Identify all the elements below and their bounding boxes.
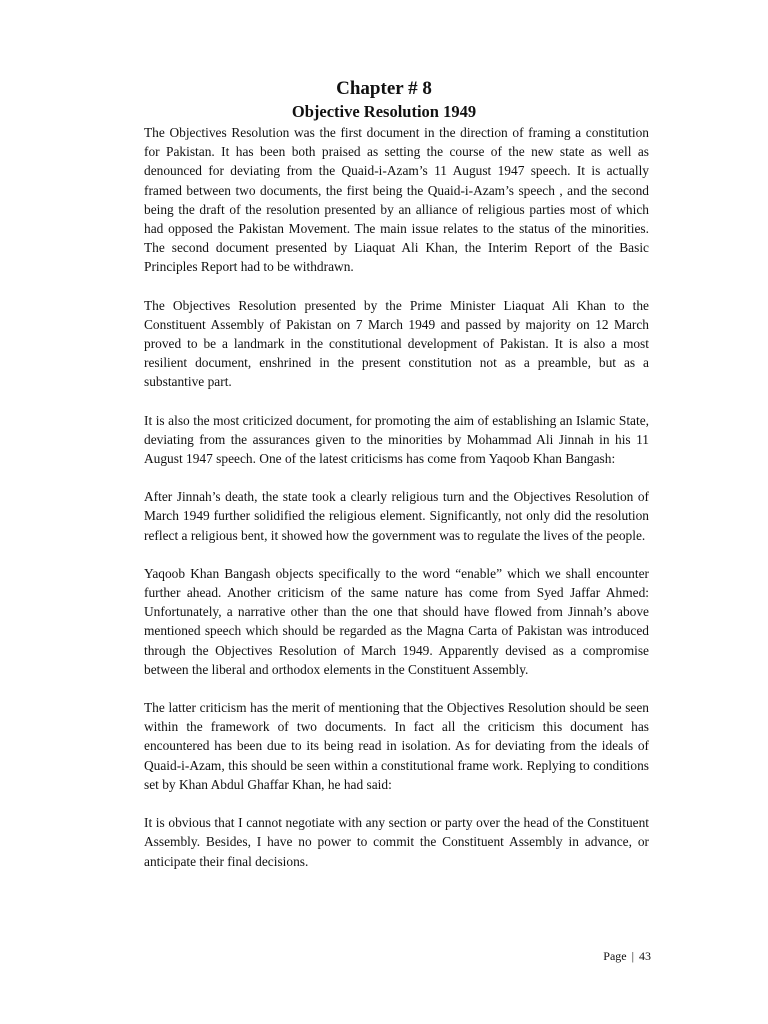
paragraph: The Objectives Resolution was the first document in the direction of framing a constitution for Pakistan. It has been both praised as setting the course of the new state as well as denounced for deviating from the Quaid-i-Azam’s 11 August 1947 speech. It is actually framed between two documents, the first being the Quaid-i-Azam’s speech , and the second being the draft of the resolution presented by an alliance of religious parties most of which had opposed the Pakistan Movement. The main issue relates to the status of the minorities. The second document presented by Liaquat Ali Khan, the Interim Report of the Basic Principles Report had to be withdrawn.: [144, 125, 649, 275]
paragraph: After Jinnah’s death, the state took a clearly religious turn and the Objectives Resolution of March 1949 further solidified the religious element. Significantly, not only did the resolution reflect a religious bent, it showed how the government was to regulate the lives of the people.: [144, 489, 649, 543]
chapter-title: Objective Resolution 1949: [291, 102, 477, 121]
paragraph: Yaqoob Khan Bangash objects specifically to the word “enable” which we shall encounter further ahead. Another criticism of the same nature has come from Syed Jaffar Ahmed: Unfortunately, a narrative other than the one that should have flowed from Jinnah’s above mentioned speech which should be regarded as the Magna Carta of Pakistan was introduced through the Objectives Resolution of March 1949. Apparently devised as a compromise between the liberal and orthodox elements in the Constituent Assembly.: [144, 565, 649, 677]
paragraph: The Objectives Resolution presented by the Prime Minister Liaquat Ali Khan to the Constituent Assembly of Pakistan on 7 March 1949 and passed by majority on 12 March proved to be a landmark in the constitutional development of Pakistan. It is also a most resilient document, enshrined in the present constitution not as a preamble, but as a substantive part.: [144, 297, 649, 390]
page-separator: |: [631, 949, 634, 963]
paragraph: It is also the most criticized document, for promoting the aim of establishing an Islamic State, deviating from the assurances given to the minorities by Mohammad Ali Jinnah in his 11 August 1947 speech. One of the latest criticisms has come from Yaqoob Khan Bangash:: [144, 412, 649, 467]
page-footer: [560, 948, 651, 964]
paragraph: The latter criticism has the merit of mentioning that the Objectives Resolution should be seen within the framework of two documents. In fact all the criticism this document has encountered has been due to its being read in isolation. As for deviating from the ideals of Quaid-i-Azam, this should be seen within a constitutional frame work. Replying to conditions set by Khan Abdul Ghaffar Khan, he had said:: [144, 700, 649, 792]
page-number: 43: [639, 949, 651, 963]
body-text: [144, 123, 649, 890]
chapter-heading: Chapter # 8: [336, 78, 432, 99]
page-label: Page: [603, 949, 627, 963]
paragraph: It is obvious that I cannot negotiate with any section or party over the head of the Constituent Assembly. Besides, I have no power to commit the Constituent Assembly in advance, or anticipate their final decisions.: [144, 815, 649, 869]
